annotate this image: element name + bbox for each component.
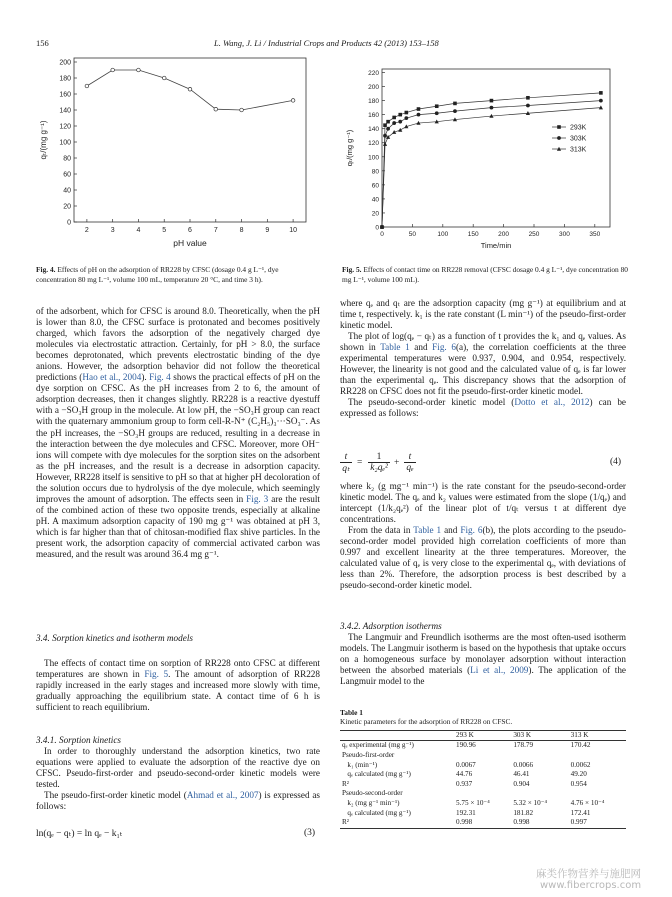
left-column-text: of the adsorbent, which for CFSC is around 8.0. Theoretically, when the pH is lower than 8.0, the CFSC surface is protonated and becomes positively charged, which favors the adsorption of the negatively charged dye molecules via electrostatic attraction. Certainly, for pH > 8.0, the surface becomes deprotonated, which prevents electrostatic binding of the dye anions. However, the adsorption behavior did not follow the theoretical predictions (Hao et al., 2004). Fig. 4 shows the practical effects of pH on the dye sorption on CFSC. As the pH increases from 2 to 6, the amount of adsorption decreases, then it changes slightly. RR228 is a reactive dyestuff with a −SO₃H group in the molecule. At low pH, the −SO₃H group can react with the quaternary ammonium group to form cell-R-N⁺ (C₂H₅)₃···SO₃⁻. As the pH increases, the −SO₃H groups are reduced, resulting in a decrease in the interaction between the dye molecules and CFSC. Moreover, more OH⁻ ions will compete with dye molecules for the sorption sites on the adsorbent as the pH increases, and the result is a decrease in adsorption capacity. However, RR228 itself is sensitive to pH so that at higher pH decoloration of the solution occurs due to hydrolysis of the dye molecule, which seemingly improves the amount of adsorption. The effects seen in Fig. 3 are the result of the combined action of these two opposite trends, especially at alkaline pH. A maximum adsorption capacity of 190 mg g⁻¹ was obtained at pH 3, which is far higher than that of chitosan-modified flax shive particles. In the present work, the adsorption capacity of commercial activated carbon was measured, and the result was around 36.4 mg g⁻¹.	[36, 306, 320, 560]
fig4-ytick-label: 180	[59, 75, 71, 83]
table1-cell: 0.998	[513, 818, 530, 827]
fig5-xtick-label: 50	[408, 231, 417, 238]
fig5-point-303K	[383, 134, 387, 138]
fig5-point-303K	[435, 111, 439, 115]
fig4-point	[137, 68, 141, 72]
section-3-4-heading: 3.4. Sorption kinetics and isotherm models	[36, 633, 193, 643]
fig5-legend-marker-303K	[557, 136, 561, 140]
fig5-point-293K	[405, 111, 409, 115]
table1-cell: 0.0067	[456, 760, 476, 769]
fig5-point-293K	[392, 116, 396, 120]
fig5-ytick-label: 200	[368, 84, 379, 92]
fig5-point-293K	[490, 99, 494, 103]
fig4-chart	[36, 52, 326, 257]
table1-header-row	[340, 731, 626, 741]
table1-cell: 0.904	[513, 779, 530, 788]
table-row	[340, 770, 626, 780]
fig4-xtick-label: 2	[84, 227, 89, 234]
table1-cell: k₁ (min⁻¹)	[342, 760, 378, 769]
table1-cell: qₑ experimental (mg g⁻¹)	[342, 741, 414, 750]
right-column-text: where qₑ and qₜ are the adsorption capacity (mg g⁻¹) at equilibrium and at time t, respectively. k₁ is the rate constant (L min⁻¹) of the pseudo-first-order kinetic model. The plot of log(qₑ − qₜ) as a function of t provides the k₁ and qₑ values. As shown in Table 1 and Fig. 6(a), the correlation coefficients at the three experimental temperatures were 0.937, 0.904, and 0.954, respectively. However, the linearity is not good and the calculated value of qₑ is far lower than the experimental qₑ. This discrepancy shows that the adsorption of RR228 on CFSC does not fit the pseudo-first-order kinetic model. The pseudo-second-order kinetic model (Dotto et al., 2012) can be expressed as follows:	[340, 298, 626, 419]
fig4-ytick-label: 60	[63, 171, 71, 179]
table1-cell: 44.76	[456, 770, 473, 779]
fig5-ytick-label: 180	[368, 98, 379, 106]
fig5-point-303K	[490, 106, 494, 110]
ref-dotto[interactable]: Dotto et al., 2012	[514, 397, 590, 408]
ref-fig6-b[interactable]: Fig. 6	[460, 525, 483, 536]
table1-caption: Kinetic parameters for the adsorption of RR228 on CFSC.	[340, 717, 513, 727]
fig5-ytick-label: 220	[368, 70, 379, 78]
fig4-point	[162, 76, 166, 80]
table-row	[340, 789, 626, 799]
equation-4: t qₜ = 1 k₂qₑ² + t qₑ (4)	[340, 452, 626, 478]
fig5-point-303K	[453, 109, 457, 113]
section-3-4-2-heading: 3.4.2. Adsorption isotherms	[340, 621, 442, 631]
table-row	[340, 751, 626, 761]
table1-cell: Pseudo-second-order	[342, 789, 403, 798]
table1-cell: k₂ (mg g⁻¹ min⁻¹)	[342, 798, 400, 807]
fig5-ytick-label: 60	[371, 182, 379, 190]
fig5-ytick-label: 40	[371, 196, 379, 204]
fig5-point-293K	[599, 91, 603, 95]
right-column-para6: The Langmuir and Freundlich isotherms are the most often-used isotherm models. The Langmuir isotherm is based on the hypothesis that uptake occurs on a homogeneous surface by monolayer adsorption without interaction between the absorbed materials (Li et al., 2009). The application of the Langmuir model to the	[340, 632, 626, 687]
table1-cell	[511, 751, 568, 761]
table1-cell: 190.96	[456, 741, 476, 750]
ref-hao[interactable]: Hao et al., 2004	[82, 372, 142, 383]
table1-title: Table 1	[340, 708, 363, 717]
fig4-xtick-label: 9	[265, 227, 270, 234]
fig5-legend-label-293K: 293K	[570, 124, 587, 132]
fig5-point-293K	[453, 102, 457, 106]
left-column-para2: The effects of contact time on sorption of RR228 onto CFSC at different temperatures are shown in Fig. 5. The amount of adsorption of RR228 rapidly increased in the early stages and increased more slowly with time, gradually approaching the equilibrium state. A contact time of 6 h is sufficient to reach equilibrium.	[36, 658, 320, 713]
fig5-ytick-label: 80	[371, 168, 379, 176]
table1-cell: Pseudo-first-order	[342, 751, 395, 759]
fig5-xtick-label: 200	[498, 231, 510, 238]
table1-cell: qₑ calculated (mg g⁻¹)	[342, 770, 411, 779]
table1-block	[340, 708, 626, 829]
table1-cell: 170.42	[570, 741, 591, 750]
table1-cell: 5.75 × 10⁻⁴	[456, 798, 490, 807]
fig4-point	[240, 108, 244, 112]
fig5-point-303K	[417, 113, 421, 117]
table1-cell: R²	[342, 818, 349, 827]
fig5-ytick-label: 120	[368, 140, 379, 148]
fig5-point-293K	[398, 113, 402, 117]
fig5-ytick-label: 140	[368, 126, 379, 134]
fig5-xtick-label: 350	[589, 231, 601, 238]
fig5-point-293K	[526, 96, 530, 100]
table1-cell: 49.20	[570, 770, 587, 779]
table1-header-cell	[340, 731, 454, 741]
fig5-point-303K	[599, 99, 603, 103]
table-row	[340, 818, 626, 828]
ref-fig6-a[interactable]: Fig. 6	[432, 342, 456, 353]
fig4-ytick-label: 160	[59, 91, 71, 99]
table1-cell: 5.32 × 10⁻⁴	[513, 798, 548, 807]
table1-cell: 0.998	[456, 818, 473, 827]
fig4-ytick-label: 40	[63, 187, 71, 195]
section-3-4-1-heading: 3.4.1. Sorption kinetics	[36, 735, 121, 745]
table1-cell: 46.41	[513, 770, 530, 779]
fig5-point-303K	[404, 116, 408, 120]
fig5-point-303K	[398, 120, 402, 124]
fig5-xtick-label: 300	[558, 231, 570, 238]
table1-cell	[569, 751, 626, 761]
table-row	[340, 780, 626, 790]
fig5-caption: Fig. 5. Effects of contact time on RR228 removal (CFSC dosage 0.4 g L⁻¹, dye concentration 80 mg L⁻¹, volume 100 mL).	[342, 265, 628, 284]
table1-header-cell: 313 K	[570, 730, 589, 739]
fig5-point-293K	[417, 107, 421, 111]
fig4-caption: Fig. 4. Effects of pH on the adsorption of RR228 by CFSC (dosage 0.4 g L⁻¹, dye concentration 80 mg L⁻¹, volume 100 mL, temperature 20 °C, and time 3 h).	[36, 265, 279, 284]
table1-cell: 0.0066	[513, 760, 534, 769]
table1-cell: 0.997	[570, 818, 587, 827]
table1-cell: 4.76 × 10⁻⁴	[570, 798, 605, 807]
fig5-legend-label-303K: 303K	[570, 135, 587, 143]
fig5-ytick-label: 0	[375, 224, 379, 232]
fig5-point-313K	[398, 128, 402, 132]
fig4-ytick-label: 20	[63, 203, 71, 211]
table1-cell: 181.82	[513, 808, 534, 817]
fig5-series-line-293K	[382, 93, 601, 227]
ref-fig5[interactable]: Fig. 5	[144, 669, 169, 680]
running-head: L. Wang, J. Li / Industrial Crops and Products 42 (2013) 153–158	[214, 38, 439, 48]
fig4-ylabel: qₜ/(mg g⁻¹)	[39, 120, 48, 160]
table1-header-cell: 303 K	[513, 730, 532, 739]
fig4-xtick-label: 8	[239, 227, 244, 234]
table-row	[340, 741, 626, 751]
table1-cell	[511, 789, 568, 799]
table1-cell	[454, 789, 511, 799]
watermark-cn: 麻类作物营养与施肥网	[536, 868, 641, 880]
fig5-point-303K	[526, 104, 530, 108]
equation-4-number: (4)	[610, 457, 622, 467]
ref-li[interactable]: Li et al., 2009	[470, 665, 529, 676]
table1-cell: 0.954	[570, 779, 587, 788]
fig4-xtick-label: 10	[289, 227, 298, 234]
ref-table1-b[interactable]: Table 1	[413, 525, 442, 536]
fig4-ytick-label: 140	[59, 107, 71, 115]
table1-cell: 178.79	[513, 741, 534, 750]
fig4-ytick-label: 120	[59, 123, 71, 131]
table1-cell: 0.0062	[570, 760, 591, 769]
fig5-xlabel: Time/min	[480, 241, 512, 250]
equation-3: ln(qₑ − qₜ) = ln qₑ − k₁ₜ	[36, 829, 123, 839]
table1-cell	[454, 751, 511, 761]
fig4-point	[85, 84, 89, 88]
fig5-series-line-303K	[382, 101, 601, 227]
page-number: 156	[36, 38, 49, 48]
fig5-ytick-label: 160	[368, 112, 379, 120]
fig4-xlabel: pH value	[173, 238, 207, 248]
ref-ahmad[interactable]: Ahmad et al., 2007	[186, 790, 259, 801]
ref-fig4[interactable]: Fig. 4	[149, 372, 171, 383]
table-row	[340, 809, 626, 819]
fig5-xtick-label: 150	[467, 231, 479, 238]
fig4-point	[188, 87, 192, 91]
fig4-ytick-label: 80	[63, 155, 71, 163]
right-column-para4: where k₂ (g mg⁻¹ min⁻¹) is the rate constant for the pseudo-second-order kinetic model. The qₑ and k₂ values were estimated from the slope (1/qₑ) and intercept (1/k₂qₑ²) of the linear plot of t/qₜ versus t at different dye concentrations. From the data in Table 1 and Fig. 6(b), the plots according to the pseudo-second-order model provided high correlation coefficients of more than 0.997 and excellent linearity at the three temperatures. Moreover, the calculated value of qₑ is very close to the experimental qₑ, with deviations of less than 2%. Therefore, the adsorption process is best described by a pseudo-second-order kinetic model.	[340, 481, 627, 591]
fig4-point	[111, 68, 115, 72]
fig5-point-293K	[435, 104, 439, 108]
fig5-point-293K	[383, 123, 387, 127]
fig5-xtick-label: 0	[380, 231, 384, 238]
table1-cell: 172.41	[570, 808, 591, 817]
fig5-xtick-label: 100	[437, 231, 449, 238]
fig4-xtick-label: 6	[188, 227, 192, 234]
ref-table1-a[interactable]: Table 1	[380, 342, 410, 353]
fig4-xtick-label: 4	[136, 227, 141, 234]
fig5-ytick-label: 100	[368, 154, 379, 162]
left-column-para3: In order to thoroughly understand the adsorption kinetics, two rate equations were applied to evaluate the adsorption of the reactive dye on CFSC. Pseudo-first-order and pseudo-second-order kinetic models were tested. The pseudo-first-order kinetic model (Ahmad et al., 2007) is expressed as follows:	[36, 746, 320, 812]
fig4-point	[214, 107, 218, 111]
fig4-ytick-label: 100	[59, 139, 71, 147]
table1-cell: 0.937	[456, 779, 473, 788]
fig5-chart	[340, 55, 630, 260]
table1-cell: qₑ calculated (mg g⁻¹)	[342, 808, 411, 817]
fig5-point-313K	[599, 105, 603, 109]
fig4-xtick-label: 5	[162, 227, 167, 234]
fig5-ytick-label: 20	[371, 210, 379, 218]
fig4-plot-frame	[74, 58, 306, 222]
fig5-legend-marker-293K	[557, 125, 561, 129]
equation-3-number: (3)	[304, 828, 316, 838]
table1-header-cell: 293 K	[456, 730, 474, 739]
fig5-xtick-label: 250	[528, 231, 540, 238]
table-row	[340, 761, 626, 771]
table1-cell	[569, 789, 626, 799]
fig5-legend-label-313K: 313K	[570, 146, 587, 154]
fig5-point-293K	[386, 120, 390, 124]
watermark-url: www.fibercrops.com	[540, 880, 642, 891]
table-row	[340, 799, 626, 809]
fig4-ytick-label: 0	[67, 219, 71, 227]
table1-cell: R²	[342, 779, 349, 788]
fig4-xtick-label: 7	[213, 227, 218, 234]
table1-cell: 192.31	[456, 808, 476, 817]
fig4-xtick-label: 3	[110, 227, 115, 234]
table1	[340, 731, 626, 828]
fig5-series-line-313K	[382, 108, 601, 227]
ref-fig3[interactable]: Fig. 3	[246, 493, 269, 504]
fig5-ylabel: qₜ/(mg g⁻¹)	[345, 129, 354, 167]
fig4-ytick-label: 200	[59, 59, 71, 67]
fig4-point	[291, 99, 295, 103]
fig5-point-303K	[386, 127, 390, 131]
fig5-point-303K	[392, 121, 396, 125]
